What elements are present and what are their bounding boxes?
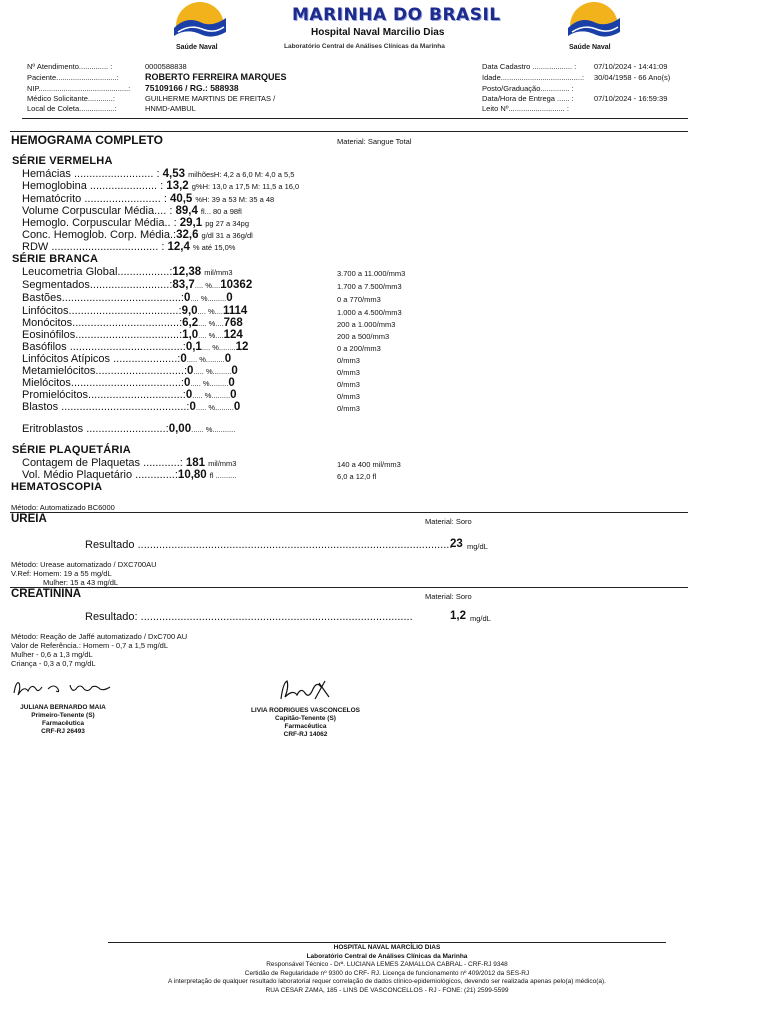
- ureia-ref-homem: V.Ref: Homem: 19 a 55 mg/dL: [11, 569, 112, 578]
- ureia-ref-mulher: Mulher: 15 a 43 mg/dL: [43, 578, 119, 587]
- field-label: Nº Atendimento.............. :: [27, 62, 113, 71]
- header-title: MARINHA DO BRASIL: [292, 5, 501, 25]
- reference-range: 0/mm3: [337, 356, 360, 365]
- item-unit: .... %....: [194, 281, 221, 290]
- field-label: Médico Solicitante............:: [27, 94, 115, 103]
- reference-range: 200 a 1.000/mm3: [337, 320, 396, 329]
- ureia-result-unit: mg/dL: [467, 542, 488, 551]
- footer-lab: Laboratório Central de Análises Clínicas da Marinha: [306, 952, 468, 960]
- ureia-result-label: Resultado .......................................................................................................: [85, 539, 453, 551]
- list-item: [22, 217, 249, 229]
- reference-range: 0/mm3: [337, 380, 360, 389]
- item-unit: fl... 80 a 98fl: [200, 207, 242, 216]
- patient-name: ROBERTO FERREIRA MARQUES: [145, 72, 287, 82]
- field-value: HNMD-AMBUL: [145, 104, 196, 113]
- divider: [22, 118, 688, 119]
- creatinina-method: Método: Reação de Jaffé automatizado / DxC700 AU: [11, 632, 188, 641]
- signature-block-1: [8, 704, 118, 736]
- footer-certidao: Certidão de Regularidade nº 9300 do CRF- RJ. Licença de funcionamento nº 409/2012 da SES-RJ: [244, 969, 530, 977]
- item-label: Hemoglobina ...................... :: [22, 180, 164, 192]
- reference-range: 3.700 a 11.000/mm3: [337, 269, 406, 278]
- serie-vermelha-title: SÉRIE VERMELHA: [12, 155, 113, 167]
- field-value: 0000588838: [145, 62, 187, 71]
- item-abs: 0: [231, 365, 238, 377]
- reference-range: 0 a 200/mm3: [337, 344, 381, 353]
- divider: [10, 512, 688, 513]
- field-label: Data Cadastro ................... :: [482, 62, 577, 71]
- item-unit: % até 15,0%: [192, 243, 236, 252]
- item-pct: 1,0: [182, 329, 199, 341]
- header-hospital: Hospital Naval Marcilio Dias: [311, 27, 445, 38]
- item-unit: ..... %.........: [193, 367, 232, 376]
- signer-name: LIVIA RODRIGUES VASCONCELOS: [250, 707, 361, 714]
- signature-handwriting-2: [275, 677, 335, 705]
- signer-role: Farmacêutica: [284, 723, 327, 730]
- field-value: 07/10/2024 - 16:59:39: [594, 94, 668, 103]
- list-item: [22, 317, 243, 329]
- signer-name: JULIANA BERNARDO MAIA: [20, 704, 106, 711]
- item-label: Hemácias .......................... :: [22, 168, 160, 180]
- item-pct: 0: [183, 377, 191, 389]
- item-label: Leucometria Global.................:: [22, 266, 173, 278]
- ureia-material: Material: Soro: [425, 517, 472, 526]
- item-abs: 1114: [223, 305, 248, 317]
- item-pct: 9,0: [181, 305, 198, 317]
- item-pct: 0: [180, 353, 187, 365]
- item-label: RDW ................................... :: [22, 241, 165, 253]
- reference-range: 0/mm3: [337, 392, 360, 401]
- list-item: [22, 365, 238, 377]
- item-abs: 768: [223, 317, 243, 329]
- field-value: GUILHERME MARTINS DE FREITAS /: [145, 94, 276, 103]
- item-label: Contagem de Plaquetas ............:: [22, 457, 183, 469]
- divider: [10, 587, 688, 588]
- item-value: 0,00: [168, 423, 192, 435]
- item-value: 29,1: [179, 217, 203, 229]
- item-value: 10,80: [177, 469, 207, 481]
- creatinina-ref-mulher: Mulher - 0,6 a 1,3 mg/dL: [11, 650, 93, 659]
- item-label: Eosinófilos..................................:: [22, 329, 183, 341]
- creatinina-result-value: 1,2: [450, 610, 466, 622]
- list-item: [22, 329, 243, 341]
- item-label: Conc. Hemoglob. Corp. Média.:: [22, 229, 177, 241]
- ureia-method: Método: Urease automatizado / DXC700AU: [11, 560, 157, 569]
- divider: [10, 131, 688, 132]
- field-label: Posto/Graduação.............. :: [482, 84, 574, 93]
- item-label: Metamielócitos.............................:: [22, 365, 188, 377]
- item-value: 12,38: [172, 266, 202, 278]
- logo-caption-right: Saúde Naval: [569, 44, 611, 51]
- item-unit: ..... %.........: [186, 355, 225, 364]
- creatinina-title: CREATININA: [11, 588, 82, 600]
- list-item: [22, 305, 247, 317]
- item-label: Monócitos...................................:: [22, 317, 183, 329]
- list-item: [22, 423, 235, 435]
- saude-naval-logo-right: [566, 2, 622, 44]
- item-unit: ..... %.........: [195, 403, 234, 412]
- item-label: Bastões.......................................:: [22, 292, 184, 304]
- list-item: [22, 193, 274, 205]
- item-abs: 12: [235, 341, 249, 353]
- item-pct: 83,7: [172, 279, 195, 291]
- serie-plaquetaria-title: SÉRIE PLAQUETÁRIA: [12, 444, 131, 456]
- list-item: [22, 205, 242, 217]
- item-unit: .... %....: [197, 307, 223, 316]
- item-label: Linfócitos Atípicos .....................:: [22, 353, 181, 365]
- list-item: [22, 457, 236, 469]
- list-item: [22, 341, 248, 353]
- item-label: Linfócitos....................................:: [22, 305, 182, 317]
- hemograma-method: Método: Automatizado BC6000: [11, 503, 115, 512]
- creatinina-material: Material: Soro: [425, 592, 472, 601]
- item-abs: 0: [230, 389, 237, 401]
- serie-branca-title: SÉRIE BRANCA: [12, 253, 99, 265]
- item-label: Promielócitos...............................:: [22, 389, 186, 401]
- item-label: Volume Corpuscular Média.... :: [22, 205, 173, 217]
- item-unit: ...... %...........: [191, 425, 236, 434]
- item-pct: 0: [187, 365, 194, 377]
- header-lab: Laboratório Central de Análises Clínicas da Marinha: [284, 43, 445, 50]
- reference-range: 0/mm3: [337, 404, 360, 413]
- item-label: Eritroblastos ..........................:: [22, 423, 169, 435]
- item-unit: .... %.........: [190, 294, 227, 303]
- creatinina-result-label: Resultado: .........................................................................................: [85, 611, 413, 623]
- list-item: [22, 292, 233, 304]
- item-pct: 0: [189, 401, 196, 413]
- item-label: Blastos .........................................:: [22, 401, 190, 413]
- item-unit: .... %........: [201, 343, 236, 352]
- list-item: [22, 279, 252, 291]
- ureia-result-value: 23: [450, 538, 463, 550]
- field-label: Local de Coleta.................:: [27, 104, 117, 113]
- item-unit: mil/mm3: [208, 459, 237, 468]
- list-item: [22, 401, 240, 413]
- list-item: [22, 469, 236, 481]
- item-label: Basófilos .....................................:: [22, 341, 186, 353]
- item-label: Segmentados..........................:: [22, 279, 173, 291]
- item-unit: milhõesH: 4,2 a 6,0 M: 4,0 a 5,5: [188, 170, 295, 179]
- item-unit: %H: 39 a 53 M: 35 a 48: [195, 195, 275, 204]
- list-item: [22, 241, 235, 253]
- item-value: 4,53: [162, 168, 185, 180]
- signature-block-2: [238, 707, 373, 739]
- signer-crf: CRF-RJ 14062: [283, 731, 328, 738]
- item-value: 181: [185, 457, 206, 469]
- item-abs: 0: [228, 377, 235, 389]
- item-unit: g/dl 31 a 36g/dl: [201, 231, 253, 240]
- item-unit: g%H: 13,0 a 17,5 M: 11,5 a 16,0: [191, 182, 300, 191]
- list-item: [22, 229, 253, 241]
- reference-range: 1.000 a 4.500/mm3: [337, 308, 402, 317]
- patient-nip: 75109166 / RG.: 588938: [145, 83, 239, 93]
- list-item: [22, 377, 235, 389]
- item-label: Vol. Médio Plaquetário .............:: [22, 469, 178, 481]
- reference-range: 0/mm3: [337, 368, 360, 377]
- item-unit: .... %....: [198, 319, 224, 328]
- item-pct: 0: [184, 292, 191, 304]
- item-unit: fl ..........: [209, 471, 237, 480]
- item-abs: 0: [233, 401, 241, 413]
- field-label: Leito Nº........................... :: [482, 104, 569, 113]
- field-label: NIP...........................................:: [27, 84, 131, 93]
- item-abs: 10362: [220, 279, 253, 291]
- logo-caption-left: Saúde Naval: [176, 44, 218, 51]
- item-value: 13,2: [166, 180, 189, 192]
- hematoscopia-title: HEMATOSCOPIA: [11, 481, 103, 493]
- list-item: [22, 168, 294, 180]
- item-unit: mil/mm3: [204, 268, 233, 277]
- item-abs: 0: [226, 292, 233, 304]
- footer-hospital: HOSPITAL NAVAL MARCÍLIO DIAS: [333, 944, 441, 951]
- saude-naval-logo-left: [172, 2, 228, 44]
- creatinina-ref-homem: Valor de Referência.: Homem - 0,7 a 1,5 mg/dL: [11, 641, 169, 650]
- item-value: 32,6: [176, 229, 199, 241]
- ureia-title: UREIA: [11, 513, 47, 525]
- field-label: Paciente.............................:: [27, 73, 119, 82]
- item-abs: 124: [223, 329, 243, 341]
- footer: [80, 944, 694, 995]
- signer-rank: Primeiro-Tenente (S): [31, 712, 95, 719]
- item-unit: .... %....: [198, 331, 224, 340]
- signer-role: Farmacêutica: [42, 720, 84, 727]
- list-item: [22, 180, 299, 192]
- hemograma-material: Material: Sangue Total: [337, 137, 412, 146]
- footer-address: RUA CESAR ZAMA, 185 - LINS DE VASCONCELLOS - RJ - FONE: (21) 2599-5599: [265, 986, 509, 994]
- creatinina-ref-crianca: Criança - 0,3 a 0,7 mg/dL: [11, 659, 96, 668]
- item-pct: 6,2: [182, 317, 199, 329]
- item-pct: 0: [185, 389, 193, 401]
- item-value: 40,5: [169, 193, 193, 205]
- hemograma-title: HEMOGRAMA COMPLETO: [11, 133, 163, 147]
- reference-range: 0 a 770/mm3: [337, 295, 381, 304]
- creatinina-result-unit: mg/dL: [470, 614, 491, 623]
- field-label: Idade.......................................:: [482, 73, 585, 82]
- item-value: 89,4: [175, 205, 198, 217]
- reference-range: 1.700 a 7.500/mm3: [337, 282, 402, 291]
- signer-rank: Capitão-Tenente (S): [275, 715, 336, 722]
- list-item: [22, 353, 231, 365]
- list-item: [22, 389, 237, 401]
- item-pct: 0,1: [185, 341, 202, 353]
- field-value: 30/04/1958 - 66 Ano(s): [594, 73, 671, 82]
- item-unit: ..... %.........: [192, 391, 231, 400]
- footer-disclaimer: A interpretação de qualquer resultado laboratorial requer correlação de dados clínico-epidemiológicos, devendo ser realizada apenas pelo(a) médico(a).: [168, 978, 606, 985]
- signature-handwriting-1: [10, 677, 120, 699]
- reference-range: 200 a 500/mm3: [337, 332, 390, 341]
- item-label: Mielócitos....................................:: [22, 377, 184, 389]
- footer-divider: [108, 942, 666, 943]
- item-unit: ..... %.........: [190, 379, 229, 388]
- item-label: Hematócrito ......................... :: [22, 193, 167, 205]
- item-label: Hemoglo. Corpuscular Média.. :: [22, 217, 177, 229]
- item-unit: pg 27 a 34pg: [205, 219, 249, 228]
- footer-responsavel: Responsável Técnico - Drª. LUCIANA LEMES ZAMALLOA CABRAL - CRF-RJ 9348: [266, 961, 508, 968]
- signer-crf: CRF-RJ 26493: [41, 728, 85, 735]
- reference-range: 6,0 a 12,0 fl: [337, 472, 377, 481]
- list-item: [22, 266, 233, 278]
- reference-range: 140 a 400 mil/mm3: [337, 460, 401, 469]
- item-value: 12,4: [167, 241, 190, 253]
- field-label: Data/Hora de Entrega ...... :: [482, 94, 574, 103]
- field-value: 07/10/2024 - 14:41:09: [594, 62, 668, 71]
- item-abs: 0: [224, 353, 232, 365]
